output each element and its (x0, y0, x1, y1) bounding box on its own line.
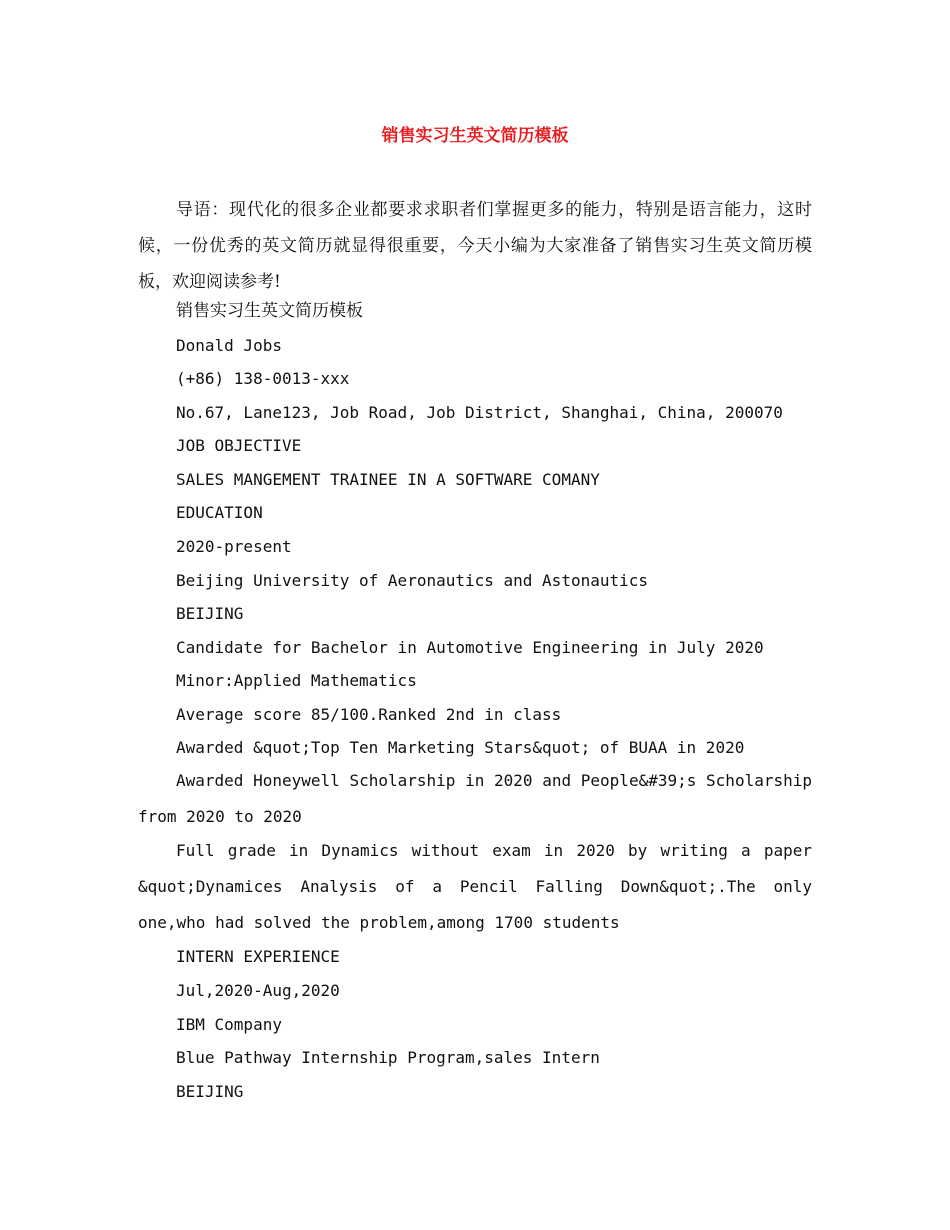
intro-paragraph: 导语：现代化的很多企业都要求求职者们掌握更多的能力，特别是语言能力，这时候，一份优秀的英文简历就显得很重要，今天小编为大家准备了销售实习生英文简历模板，欢迎阅读参考! (138, 200, 812, 292)
education-period: 2020-present (176, 537, 292, 556)
phone-number: (+86) 138-0013-xxx (176, 369, 350, 388)
degree-candidate: Candidate for Bachelor in Automotive Engineering in July 2020 (176, 638, 764, 657)
intern-city: BEIJING (176, 1082, 244, 1101)
address: No.67, Lane123, Job Road, Job District, Shanghai, China, 200070 (176, 403, 783, 422)
section-job-objective: JOB OBJECTIVE (176, 436, 302, 455)
scholarship-text: Awarded Honeywell Scholarship in 2020 and People&#39;s Scholarship from 2020 to 2020 (138, 771, 812, 826)
dynamics-paragraph (138, 833, 812, 941)
candidate-name: Donald Jobs (176, 336, 282, 355)
intern-period: Jul,2020-Aug,2020 (176, 981, 340, 1000)
scholarship-paragraph (138, 763, 812, 835)
university-name: Beijing University of Aeronautics and Astonautics (176, 571, 649, 590)
minor: Minor:Applied Mathematics (176, 671, 417, 690)
university-city: BEIJING (176, 604, 244, 623)
section-intern-experience: INTERN EXPERIENCE (176, 947, 340, 966)
average-score: Average score 85/100.Ranked 2nd in class (176, 705, 562, 724)
dynamics-text: Full grade in Dynamics without exam in 2020 by writing a paper &quot;Dynamices Analysis of a Pencil Falling Down&quot;.The only one,who had solved the problem,among 1700 students (138, 841, 812, 932)
intern-program: Blue Pathway Internship Program,sales Intern (176, 1048, 600, 1067)
job-objective-text: SALES MANGEMENT TRAINEE IN A SOFTWARE COMANY (176, 470, 600, 489)
intern-company: IBM Company (176, 1015, 282, 1034)
document-title: 销售实习生英文简历模板 (381, 126, 569, 146)
resume-heading: 销售实习生英文简历模板 (176, 301, 363, 321)
award-marketing-stars: Awarded &quot;Top Ten Marketing Stars&quot; of BUAA in 2020 (176, 738, 745, 757)
section-education: EDUCATION (176, 503, 263, 522)
